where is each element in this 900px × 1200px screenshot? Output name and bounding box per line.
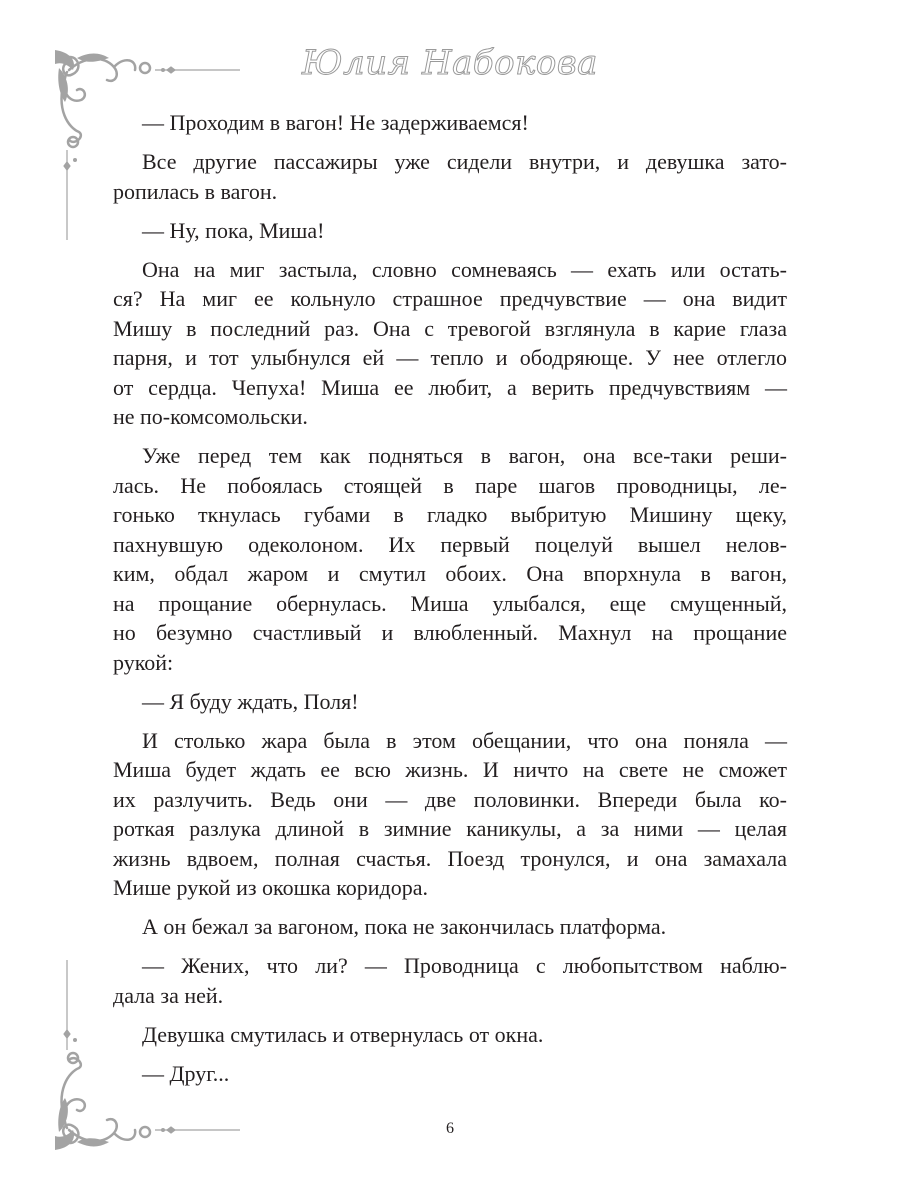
text-line: Все другие пассажиры уже сидели внутри, и девушка зато- bbox=[142, 149, 787, 174]
text-line: — Я буду ждать, Поля! bbox=[142, 688, 359, 714]
text-line: — Проходим в вагон! Не задерживаемся! bbox=[142, 110, 529, 135]
text-line: Она на миг застыла, словно сомневаясь — ехать или остать- bbox=[142, 256, 787, 282]
text-line: ропилась в вагон. bbox=[113, 178, 278, 204]
text-line: — Друг... bbox=[142, 1060, 230, 1086]
text-line: парня, и тот улыбнулся ей — тепло и ободряюще. У нее отлегло bbox=[113, 345, 787, 370]
paragraph bbox=[113, 108, 787, 138]
text-line: И столько жара была в этом обещании, что она поняла — bbox=[142, 727, 787, 753]
text-line: Миша будет ждать ее всю жизнь. И ничто на свете не сможет bbox=[113, 757, 787, 782]
text-line: Мишу в последний раз. Она с тревогой взглянула в карие глаза bbox=[113, 315, 787, 341]
paragraph bbox=[113, 1059, 787, 1089]
running-header-author: Юлия Набокова bbox=[302, 43, 598, 83]
text-line: от сердца. Чепуха! Миша ее любит, а верить предчувствиям — bbox=[113, 374, 787, 400]
paragraph bbox=[113, 216, 787, 246]
text-line: жизнь вдвоем, полная счастья. Поезд тронулся, и она замахала bbox=[113, 845, 787, 871]
page-number: 6 bbox=[446, 1120, 454, 1137]
text-line: рукой: bbox=[113, 649, 174, 675]
body-text bbox=[113, 108, 787, 1098]
text-line: на прощание обернулась. Миша улыбался, еще смущенный, bbox=[113, 590, 787, 616]
text-line: лась. Не побоялась стоящей в паре шагов проводницы, ле- bbox=[113, 472, 787, 498]
text-line: — Жених, что ли? — Проводница с любопытством наблю- bbox=[142, 953, 787, 978]
text-line: Мише рукой из окошка коридора. bbox=[113, 875, 428, 900]
paragraph bbox=[113, 441, 787, 677]
paragraph bbox=[113, 147, 787, 206]
text-line: ся? На миг ее кольнуло страшное предчувствие — она видит bbox=[113, 286, 787, 311]
paragraph bbox=[113, 687, 787, 717]
text-line: их разлучить. Ведь они — две половинки. Впереди была ко- bbox=[113, 786, 787, 812]
paragraph bbox=[113, 1020, 787, 1050]
text-line: Уже перед тем как подняться в вагон, она все-таки реши- bbox=[142, 443, 787, 468]
text-line: Девушка смутилась и отвернулась от окна. bbox=[142, 1021, 544, 1047]
text-line: пахнувшую одеколоном. Их первый поцелуй вышел нелов- bbox=[113, 531, 787, 557]
text-line: роткая разлука длиной в зимние каникулы, а за ними — целая bbox=[113, 816, 787, 841]
text-line: дала за ней. bbox=[113, 982, 224, 1008]
paragraph bbox=[113, 951, 787, 1010]
paragraph bbox=[113, 726, 787, 903]
text-line: но безумно счастливый и влюбленный. Махнул на прощание bbox=[113, 620, 787, 645]
text-line: не по-комсомольски. bbox=[113, 404, 308, 429]
text-line: — Ну, пока, Миша! bbox=[142, 217, 325, 243]
paragraph bbox=[113, 255, 787, 432]
paragraph bbox=[113, 912, 787, 942]
text-line: ким, обдал жаром и смутил обоих. Она впорхнула в вагон, bbox=[113, 561, 787, 586]
text-line: гонько ткнулась губами в гладко выбритую Мишину щеку, bbox=[113, 502, 787, 527]
text-line: А он бежал за вагоном, пока не закончилась платформа. bbox=[142, 914, 667, 939]
